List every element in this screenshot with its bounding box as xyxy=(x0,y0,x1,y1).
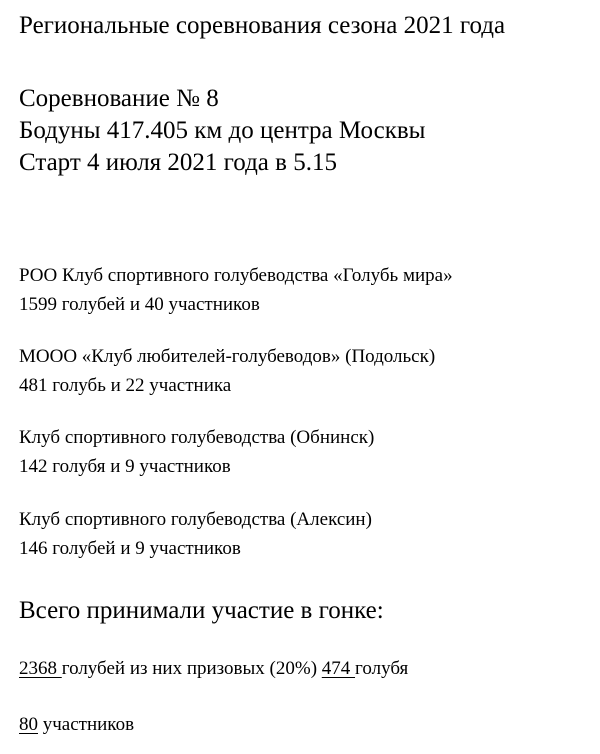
competition-start: Старт 4 июля 2021 года в 5.15 xyxy=(19,149,337,176)
competition-location: Бодуны 417.405 км до центра Москвы xyxy=(19,117,426,144)
prize-text: голубя xyxy=(355,658,409,679)
participants-text: участников xyxy=(38,714,135,735)
participants-value: 80 xyxy=(19,714,38,735)
club-name: МООО «Клуб любителей-голубеводов» (Подольск) xyxy=(19,346,436,367)
club-stats: 481 голубь и 22 участника xyxy=(19,375,232,396)
page-title: Региональные соревнования сезона 2021 года xyxy=(19,12,506,39)
competition-number: Соревнование № 8 xyxy=(19,85,219,112)
summary-birds-line xyxy=(19,654,408,684)
club-name: РОО Клуб спортивного голубеводства «Голубь мира» xyxy=(19,265,453,286)
club-name: Клуб спортивного голубеводства (Алексин) xyxy=(19,509,372,530)
club-stats: 1599 голубей и 40 участников xyxy=(19,294,260,315)
club-stats: 142 голубя и 9 участников xyxy=(19,456,231,477)
club-stats: 146 голубей и 9 участников xyxy=(19,538,241,559)
club-name: Клуб спортивного голубеводства (Обнинск) xyxy=(19,427,375,448)
summary-heading: Всего принимали участие в гонке: xyxy=(19,597,384,624)
birds-text: голубей из них призовых (20%) xyxy=(61,658,322,679)
prize-birds-value: 474 xyxy=(321,658,356,679)
summary-participants-line xyxy=(19,710,134,740)
total-birds-value: 2368 xyxy=(19,658,62,679)
